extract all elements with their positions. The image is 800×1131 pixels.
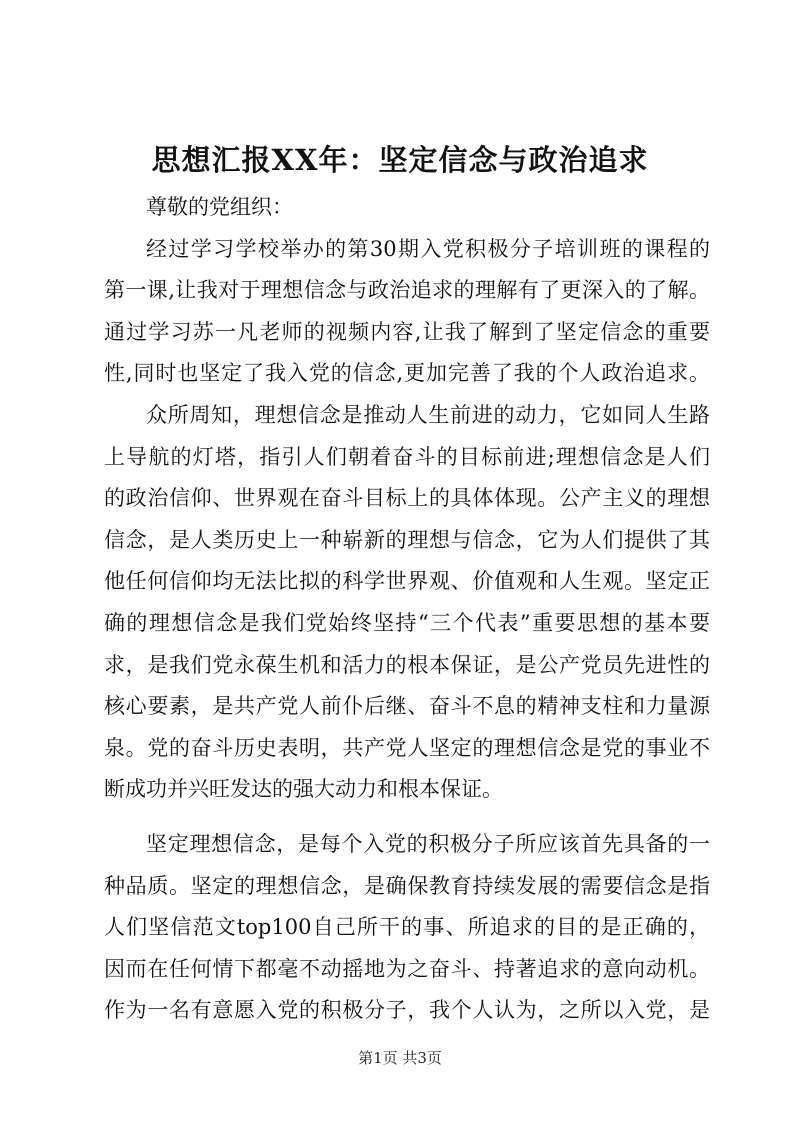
document-title: 思想汇报XX年：坚定信念与政治追求 <box>151 143 649 177</box>
paragraph-3-line: 坚定理想信念，是每个入党的积极分子所应该首先具备的一 <box>146 831 710 856</box>
paragraph-2-line: 断成功并兴旺发达的强大动力和根本保证。 <box>104 777 503 802</box>
paragraph-1-line: 第一课,让我对于理想信念与政治追求的理解有了更深入的了解。 <box>104 278 710 303</box>
paragraph-2-line: 求，是我们党永葆生机和活力的根本保证，是公产党员先进性的 <box>104 652 710 677</box>
paragraph-1-line: 通过学习苏一凡老师的视频内容,让我了解到了坚定信念的重要 <box>104 319 710 344</box>
paragraph-1-line: 经过学习学校举办的第30期入党积极分子培训班的课程的 <box>146 236 710 261</box>
paragraph-2-line: 泉。党的奋斗历史表明，共产党人坚定的理想信念是党的事业不 <box>104 735 710 760</box>
paragraph-2-line: 他任何信仰均无法比拟的科学世界观、价值观和人生观。坚定正 <box>104 569 710 594</box>
paragraph-2-line: 上导航的灯塔，指引人们朝着奋斗的目标前进;理想信念是人们 <box>104 444 710 469</box>
paragraph-2-line: 确的理想信念是我们党始终坚持“三个代表”重要思想的基本要 <box>104 610 710 635</box>
document-body <box>104 187 710 1032</box>
paragraph-2-line: 的政治信仰、世界观在奋斗目标上的具体体现。公产主义的理想 <box>104 486 710 511</box>
paragraph-3-line: 种品质。坚定的理想信念，是确保教育持续发展的需要信念是指 <box>104 873 710 898</box>
paragraph-2-line: 众所周知，理想信念是推动人生前进的动力，它如同人生路 <box>146 402 710 427</box>
paragraph-3-line: 人们坚信范文top100自己所干的事、所追求的目的是正确的， <box>104 915 710 940</box>
paragraph-3-line: 作为一名有意愿入党的积极分子，我个人认为，之所以入党，是 <box>104 998 710 1023</box>
paragraph-3-line: 因而在任何情下都毫不动摇地为之奋斗、持著追求的意向动机。 <box>104 956 710 981</box>
salutation: 尊敬的党组织： <box>146 195 293 219</box>
paragraph-1-line: 性,同时也坚定了我入党的信念,更加完善了我的个人政治追求。 <box>104 361 710 386</box>
paragraph-2-line: 信念，是人类历史上一种崭新的理想与信念，它为人们提供了其 <box>104 527 710 552</box>
paragraph-2-line: 核心要素，是共产党人前仆后继、奋斗不息的精神支柱和力量源 <box>104 694 710 719</box>
page-number: 第1页 共3页 <box>358 1049 442 1067</box>
